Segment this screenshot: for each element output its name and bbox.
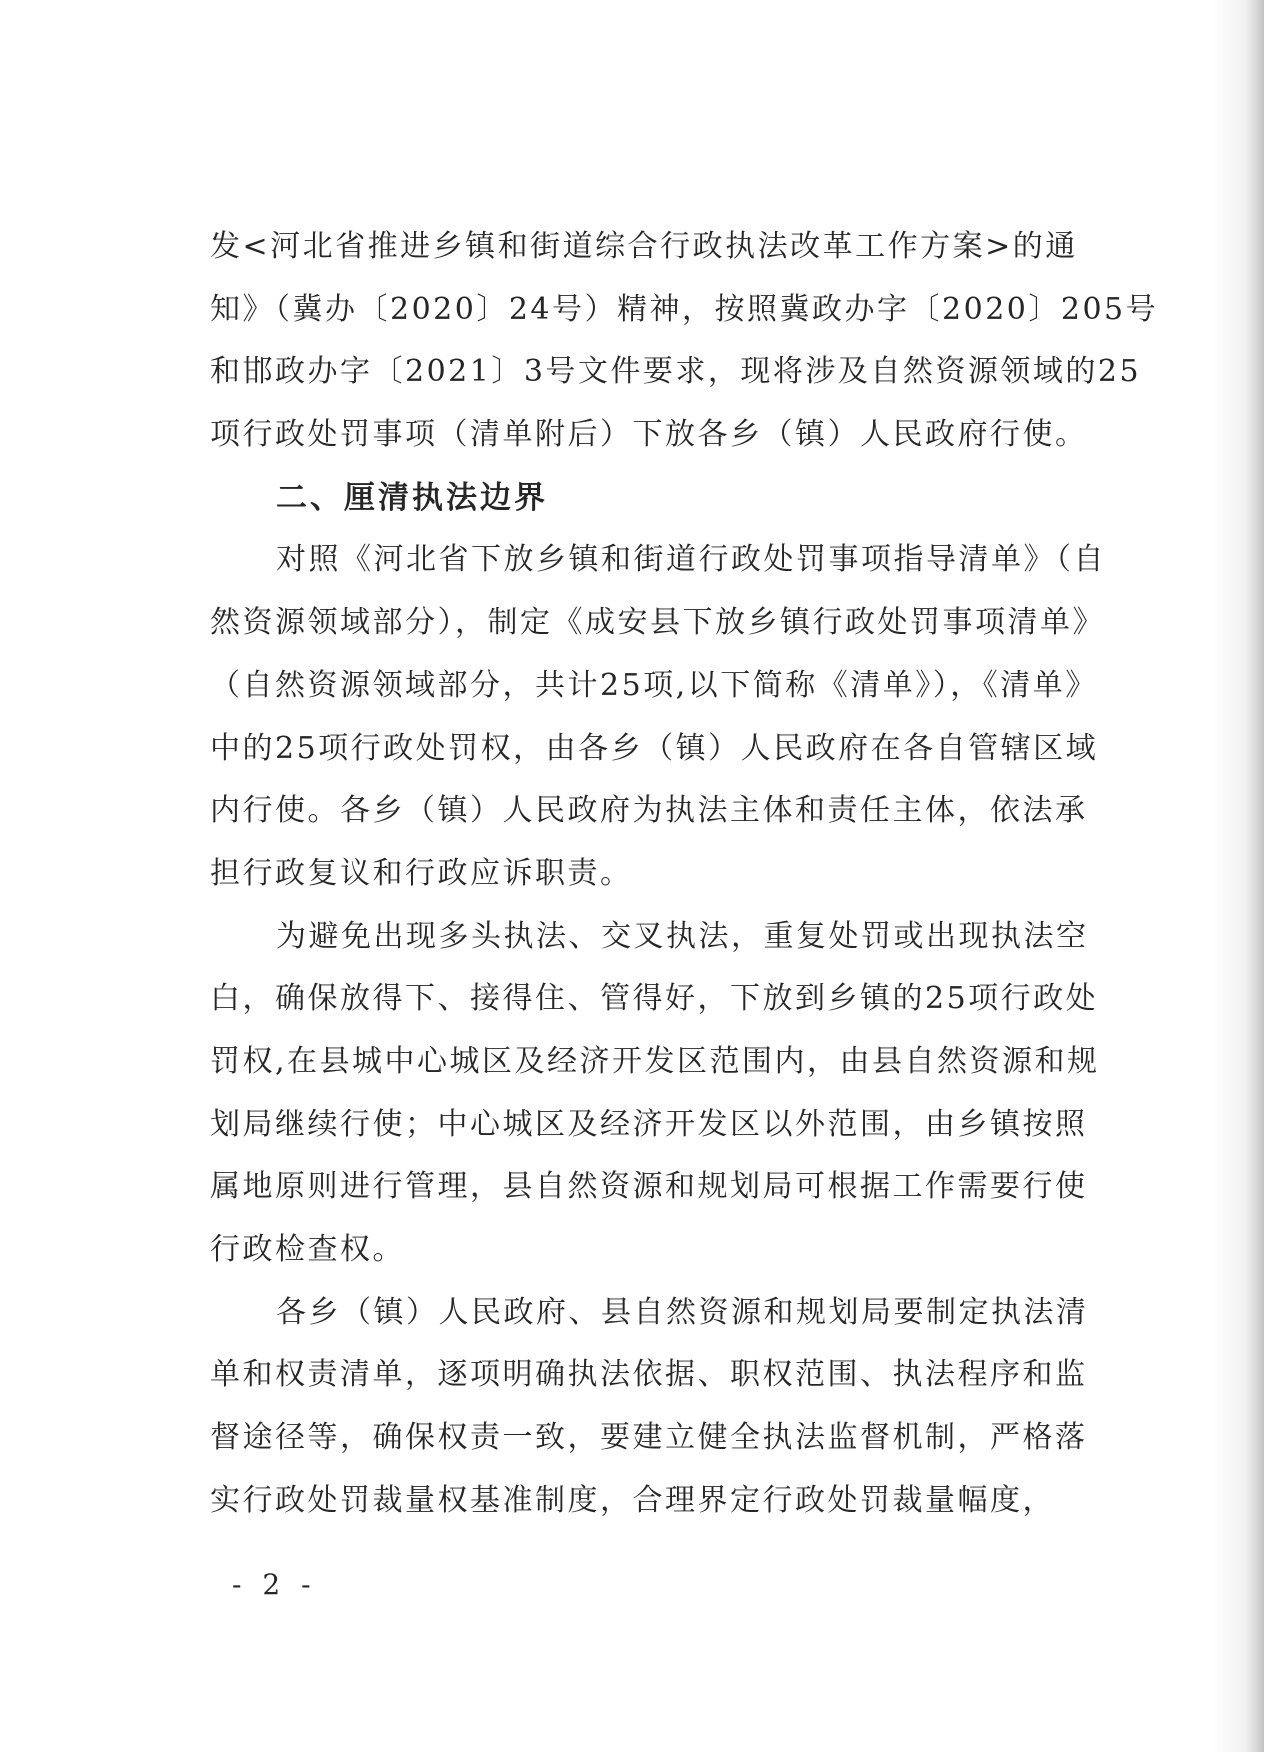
scan-edge-shadow bbox=[1246, 0, 1264, 1752]
section-heading: 二、厘清执法边界 bbox=[276, 479, 548, 516]
text-line: 然资源领域部分），制定《成安县下放乡镇行政处罚事项清单》 bbox=[210, 605, 1105, 641]
text-line: 知》（冀办〔2020〕24号）精神，按照冀政办字〔2020〕205号 bbox=[210, 291, 1159, 327]
text-line: 划局继续行使；中心城区及经济开发区以外范围，由乡镇按照 bbox=[210, 1106, 1088, 1142]
text-line: 和邯政办字〔2021〕3号文件要求，现将涉及自然资源领域的25 bbox=[210, 354, 1142, 390]
text-line: （自然资源领域部分，共计25项,以下简称《清单》），《清单》 bbox=[210, 667, 1098, 703]
text-line: 内行使。各乡（镇）人民政府为执法主体和责任主体，依法承 bbox=[210, 793, 1088, 829]
text-line: 罚权,在县城中心城区及经济开发区范围内，由县自然资源和规 bbox=[210, 1043, 1100, 1079]
text-line: 督途径等，确保权责一致，要建立健全执法监督机制，严格落 bbox=[210, 1420, 1088, 1456]
page-number: - 2 - bbox=[232, 1568, 317, 1601]
text-line: 实行政处罚裁量权基准制度，合理界定行政处罚裁量幅度， bbox=[210, 1482, 1055, 1518]
text-line: 单和权责清单，逐项明确执法依据、职权范围、执法程序和监 bbox=[210, 1357, 1088, 1393]
text-line: 白，确保放得下、接得住、管得好，下放到乡镇的25项行政处 bbox=[210, 981, 1099, 1017]
text-line: 行政检查权。 bbox=[210, 1232, 405, 1267]
text-line: 发<河北省推进乡镇和街道综合行政执法改革工作方案>的通 bbox=[210, 229, 1078, 264]
text-line: 对照《河北省下放乡镇和街道行政处罚事项指导清单》（自 bbox=[276, 542, 1106, 578]
text-line: 属地原则进行管理，县自然资源和规划局可根据工作需要行使 bbox=[210, 1169, 1088, 1205]
text-line: 项行政处罚事项（清单附后）下放各乡（镇）人民政府行使。 bbox=[210, 417, 1088, 453]
text-line: 各乡（镇）人民政府、县自然资源和规划局要制定执法清 bbox=[276, 1294, 1089, 1330]
text-line: 担行政复议和行政应诉职责。 bbox=[210, 855, 633, 891]
text-line: 中的25项行政处罚权，由各乡（镇）人民政府在各自管辖区域 bbox=[210, 730, 1099, 766]
text-line: 为避免出现多头执法、交叉执法，重复处罚或出现执法空 bbox=[276, 918, 1089, 954]
document-body bbox=[210, 216, 1159, 1532]
